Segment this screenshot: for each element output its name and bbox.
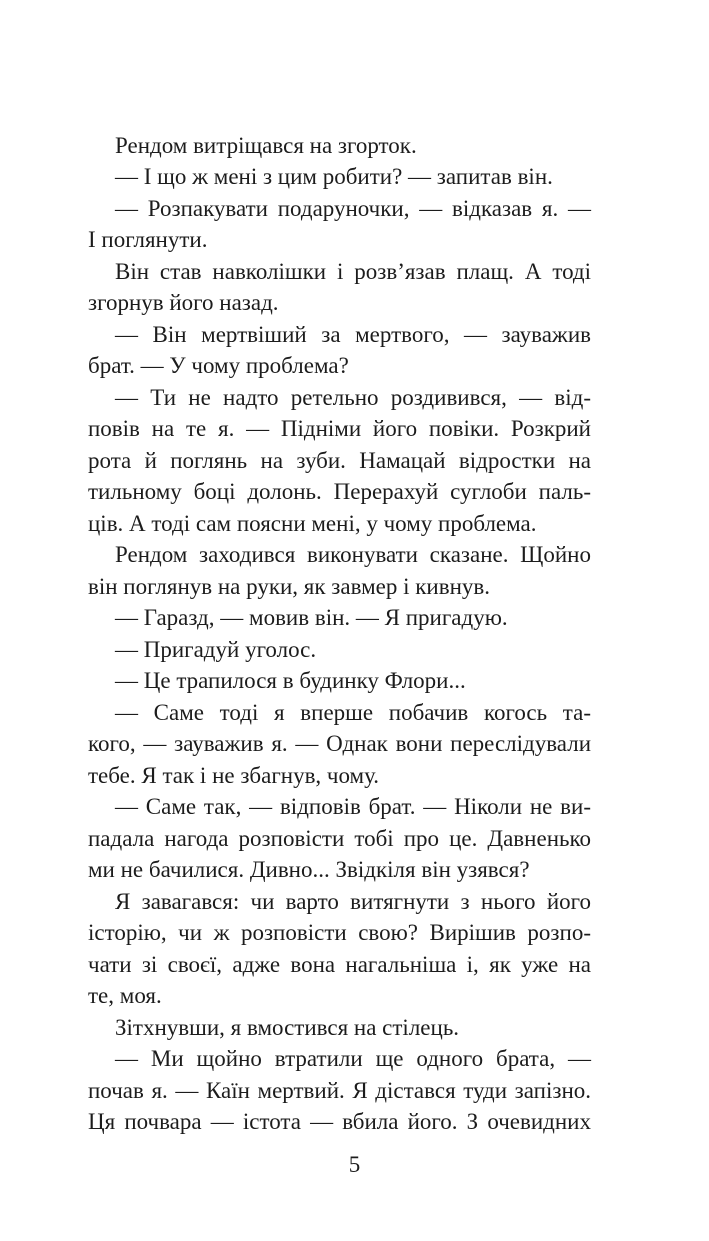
text-line: — І що ж мені з цим робити? — запитав він. [115,164,553,189]
text-line: — Саме тоді я вперше побачив когось та- [115,700,591,725]
text-line: кого, — зауважив я. — Однак вони переслідували [88,731,591,756]
text-line: — Він мертвіший за мертвого, — зауважив [115,322,591,347]
text-line: — Пригадуй уголос. [115,637,317,662]
text-line: повів на те я. — Підніми його повіки. Розкрий [88,416,591,441]
text-line: — Гаразд, — мовив він. — Я пригадую. [115,605,508,630]
text-line: Ця почвара — істота — вбила його. З очевидних [88,1109,591,1134]
text-line: брат. — У чому проблема? [88,353,349,378]
text-line: падала нагода розповісти тобі про це. Давненько [88,826,591,851]
text-line: ців. А тоді сам поясни мені, у чому проблема. [88,511,537,536]
text-line: Я завагався: чи варто витягнути з нього його [115,889,591,914]
text-line: — Саме так, — відповів брат. — Ніколи не ви- [115,794,591,819]
text-line: історію, чи ж розповісти свою? Вирішив розпо- [88,920,591,945]
text-line: він поглянув на руки, як завмер і кивнув. [88,574,490,599]
text-line: Рендом витріщався на згорток. [115,133,417,158]
text-line: — Розпакувати подаруночки, — відказав я. — [115,196,591,221]
text-line: почав я. — Каїн мертвий. Я дістався туди запізно. [88,1078,591,1103]
text-line: ми не бачилися. Дивно... Звідкіля він узявся? [88,857,530,882]
text-line: тильному боці долонь. Перерахуй суглоби паль- [88,479,591,504]
text-line: — Ми щойно втратили ще одного брата, — [115,1046,591,1071]
text-line: Рендом заходився виконувати сказане. Щойно [115,542,591,567]
text-line: — Ти не надто ретельно роздивився, — від- [115,385,591,410]
text-line: чати зі своєї, адже вона нагальніша і, як уже на [88,952,591,977]
text-line: Він став навколішки і розв’язав плащ. А тоді [115,259,591,284]
text-line: — Це трапилося в будинку Флори... [115,668,466,693]
page-number: 5 [348,1152,361,1177]
text-line: рота й поглянь на зуби. Намацай відростки на [88,448,591,473]
text-line: тебе. Я так і не збагнув, чому. [88,763,380,788]
text-line: згорнув його назад. [88,290,279,315]
text-line: І поглянути. [88,227,208,252]
text-line: те, моя. [88,983,162,1008]
text-line: Зітхнувши, я вмостився на стілець. [115,1015,460,1040]
